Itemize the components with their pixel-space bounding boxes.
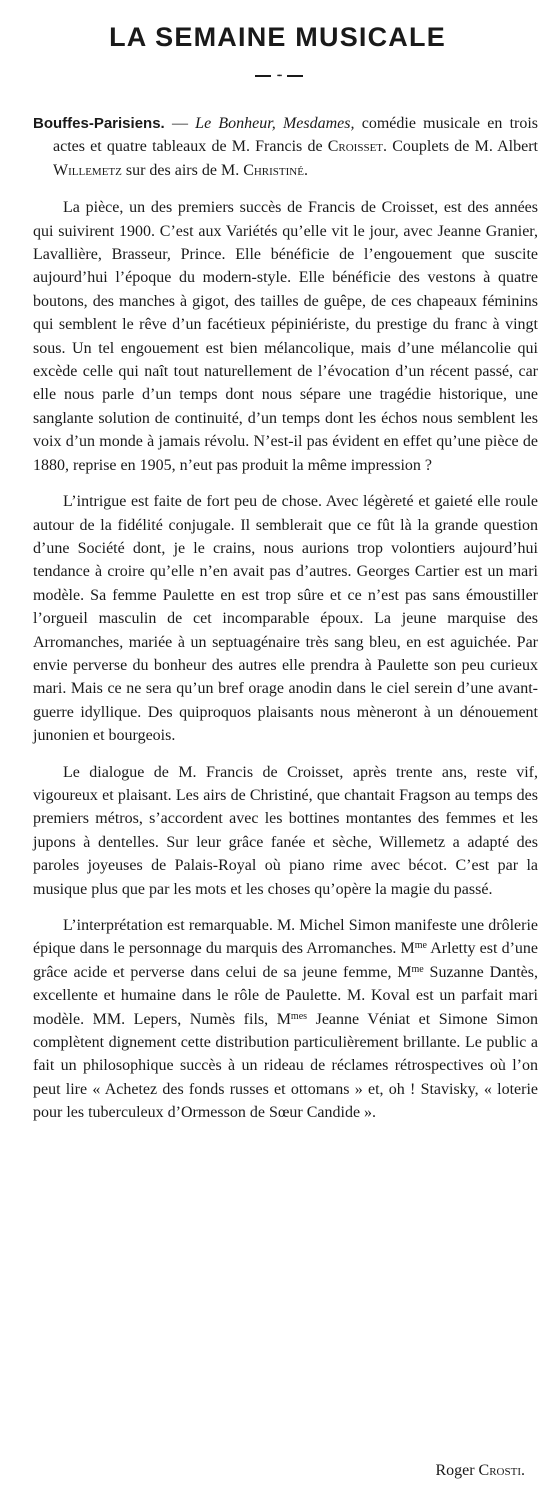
paragraph-context: La pièce, un des premiers succès de Francis de Croisset, est des années qui suivirent 1900. C’est aux Variétés qu’elle vit le jour, avec Jeanne Granier, Lavallière, Brasseur, Prince. Elle bénéficie de l’engouement que suscite aujourd’hui l’époque du modern-style. Elle bénéficie des vestons à quatre boutons, des manches à gigot, des tailles de guêpe, de ces chapeaux féminins qui semblent le rêve d’un facétieux pépiniériste, du prestige du franc à vingt sous. Un tel engouement est bien mélancolique, mais d’une mélancolie qui excède celle qui naît tout naturellement de l’évocation d’un récent passé, car elle nous parle d’un temps dont nous sépare une tragédie historique, une sanglante solution de continuité, d’un temps dont les échos nous semblent les voix d’un monde à jamais révolu. N’est-il pas évident en effet qu’une pièce de 1880, reprise en 1905, n’eut pas produit la même impression ?: [33, 199, 538, 474]
title-ornament: [255, 72, 303, 80]
article-body: [33, 112, 538, 1138]
signature-dot: .: [521, 1462, 525, 1479]
work-title: Le Bonheur, Mesdames,: [195, 115, 355, 132]
author-signature: [370, 1460, 525, 1482]
paragraph-dialogue: Le dialogue de M. Francis de Croisset, après trente ans, reste vif, vigoureux et plaisant. Les airs de Christiné, que chantait Fragson au temps des premiers métros, s’accordent avec les bottines montantes des femmes et les jupons à dentelles. Sur leur grâce fanée et sèche, Willemetz a adapté des paroles joyeuses de Palais-Royal où piano rime avec bécot. C’est par la musique plus que par les mots et les choses qu’opère la magie du passé.: [33, 763, 538, 898]
honorific-me-2: me: [411, 963, 424, 975]
author-name: Croisset: [327, 138, 384, 156]
paragraph-cast: [33, 914, 538, 1125]
review-heading: [33, 112, 538, 182]
composer-name: Christiné: [243, 161, 304, 179]
signature-last-name: Crosti: [478, 1462, 521, 1479]
ornament-dots: •••: [271, 72, 287, 80]
cast-text-3: Suzanne Dantès, excellente et humaine dans le rôle de Paulette. M. Koval est un parfait mari modèle. MM. Lepers, Numès fils, M: [33, 963, 538, 1028]
work-description-3: sur des airs de M.: [121, 161, 244, 179]
cast-text-2: Arletty est d’une grâce acide et perverse dans celui de sa jeune femme, M: [33, 940, 539, 981]
paragraph-plot: L’intrigue est faite de fort peu de chose. Avec légèreté et gaieté elle roule autour de la fidélité conjugale. Il semblerait que ce fût là la grande question d’une Société dont, je le crains, nous aurions trop volontiers aujourd’hui tendance à croire qu’elle n’en avait pas d’autres. Georges Cartier est un mari modèle. Sa femme Paulette en est trop sûre et ce n’est pas sans émoustiller l’orgueil masculin de cet incomparable époux. La jeune marquise des Arromanches, mariée à un septuagénaire très sang bleu, en est aguichée. Par envie perverse du bonheur des autres elle prendra à Paulette son peu curieux mari. Mais ce ne sera qu’un bref orage anodin dans le ciel serein d’une avant-guerre idyllique. Des quiproquos plaisants nous mèneront à un dénouement junonien et bourgeois.: [33, 493, 538, 745]
venue-name: Bouffes-Parisiens.: [33, 115, 165, 132]
cast-text-1: L’interprétation est remarquable. M. Michel Simon manifeste une drôlerie épique dans le personnage du marquis des Arromanches. M: [33, 917, 538, 958]
heading-dash: —: [164, 115, 196, 132]
work-description-1: comédie musicale en trois actes et quatre tableaux de M. Francis de: [53, 115, 539, 156]
lyricist-name: Willemetz: [53, 161, 122, 179]
honorific-mes: mes: [290, 1010, 308, 1022]
honorific-me-1: me: [414, 940, 427, 952]
cast-text-4: Jeanne Véniat et Simone Simon complètent dignement cette distribution particulièrement brillante. Le public a fait un philosophique succès à un rideau de réclames rétrospectives où l’on peut lire « Achetez des fonds russes et ottomans » et, oh ! Stavisky, « loterie pour les tuberculeux d’Ormesson de Sœur Candide ».: [33, 1010, 538, 1122]
work-description-2: . Couplets de M. Albert: [383, 138, 538, 156]
signature-first-name: Roger: [435, 1462, 479, 1479]
section-title: LA SEMAINE MUSICALE: [109, 22, 446, 52]
work-description-4: .: [303, 161, 308, 179]
